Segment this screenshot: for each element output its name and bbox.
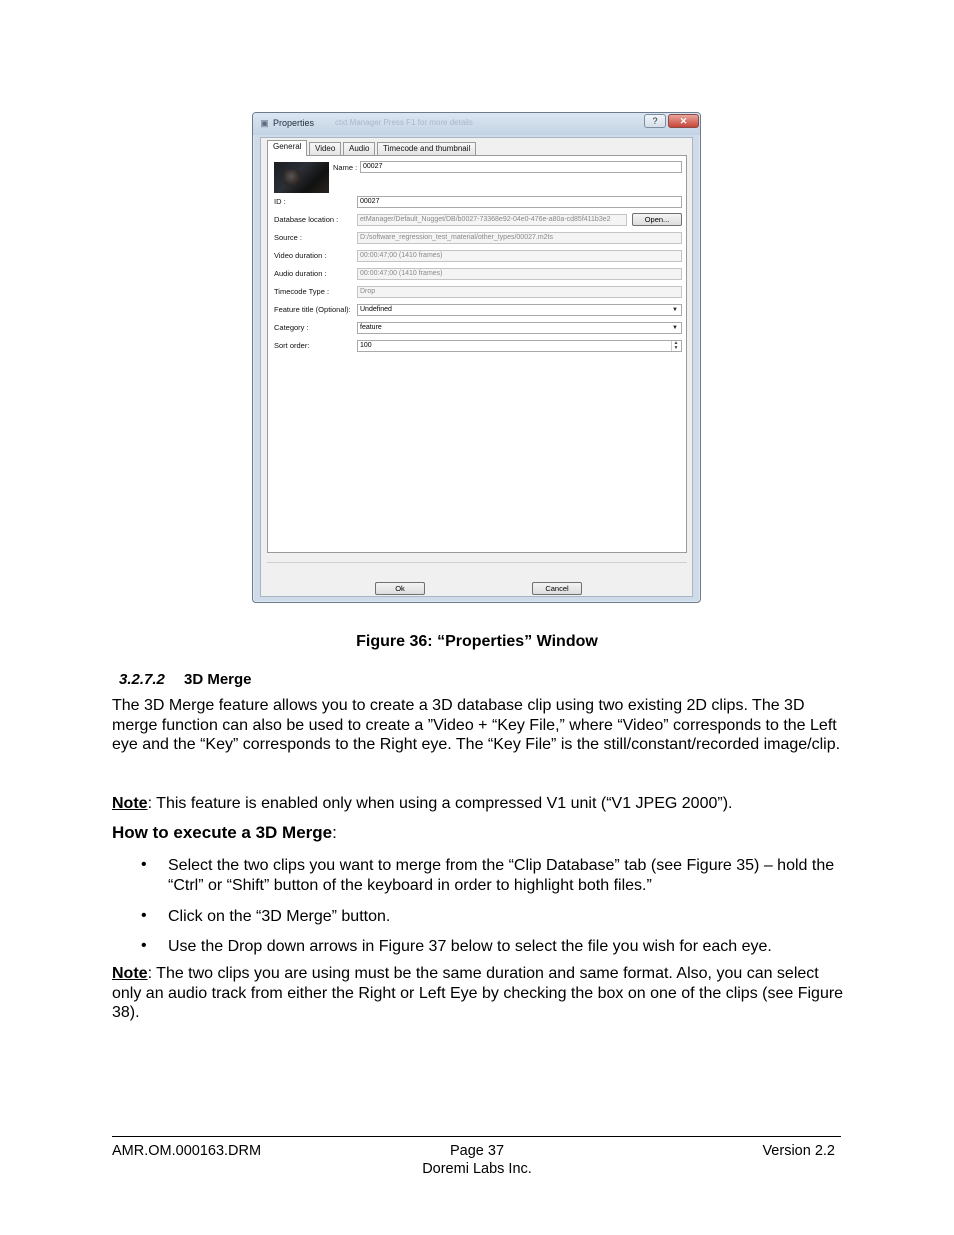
category-dropdown[interactable] bbox=[357, 322, 682, 334]
chevron-down-icon: ▼ bbox=[672, 325, 678, 331]
timecode-type-label: Timecode Type : bbox=[274, 287, 330, 296]
source-label: Source : bbox=[274, 233, 302, 242]
sort-order-spinbox[interactable] bbox=[357, 340, 682, 352]
general-panel bbox=[267, 155, 687, 553]
video-duration-field: 00:00:47;00 (1410 frames) bbox=[357, 250, 682, 262]
timecode-type-field: Drop bbox=[357, 286, 682, 298]
feature-title-value: Undefined bbox=[360, 306, 392, 313]
ok-button[interactable]: Ok bbox=[375, 582, 425, 595]
source-field: D:/software_regression_test_material/other_types/00027.m2ts bbox=[357, 232, 682, 244]
figure-caption: Figure 36: “Properties” Window bbox=[356, 633, 598, 650]
note-paragraph-2 bbox=[112, 964, 847, 1023]
howto-label: How to execute a 3D Merge bbox=[112, 823, 333, 842]
category-value: feature bbox=[360, 324, 382, 331]
window-titlebar bbox=[253, 113, 700, 135]
video-duration-label: Video duration : bbox=[274, 251, 327, 260]
section-title: 3D Merge bbox=[184, 671, 252, 688]
chevron-down-icon: ▼ bbox=[672, 307, 678, 313]
id-label: ID : bbox=[274, 197, 286, 206]
bullet-item: Use the Drop down arrows in Figure 37 below to select the file you wish for each eye. bbox=[168, 938, 772, 955]
section-number: 3.2.7.2 bbox=[119, 671, 165, 688]
footer-company: Doremi Labs Inc. bbox=[422, 1161, 532, 1177]
howto-heading bbox=[112, 823, 337, 843]
open-button[interactable]: Open... bbox=[632, 213, 682, 226]
id-field[interactable]: 00027 bbox=[357, 196, 682, 208]
feature-title-label: Feature title (Optional): bbox=[274, 305, 351, 314]
footer-version: Version 2.2 bbox=[762, 1143, 835, 1159]
note-label: Note bbox=[112, 965, 148, 982]
sort-order-label: Sort order: bbox=[274, 341, 310, 350]
help-button[interactable]: ? bbox=[644, 114, 666, 128]
note-text: : The two clips you are using must be the same duration and same format. Also, you can select only an audio track from either the Right or Left Eye by checking the box on one of the clips (see Figure 38). bbox=[112, 965, 844, 1022]
note-paragraph-1 bbox=[112, 794, 847, 814]
footer-page-number: Page 37 bbox=[449, 1143, 505, 1159]
bullet-icon: • bbox=[141, 907, 147, 924]
tab-audio[interactable]: Audio bbox=[343, 142, 375, 155]
database-location-label: Database location : bbox=[274, 215, 339, 224]
window-client bbox=[260, 137, 693, 597]
tab-general[interactable]: General bbox=[267, 140, 307, 156]
database-location-field: etManager/Default_Nugget/DB/b0027-73368e92-04e0-476e-a80a-cd85f411b3e2 bbox=[357, 214, 627, 226]
bullet-item: Click on the “3D Merge” button. bbox=[168, 908, 391, 925]
intro-paragraph: The 3D Merge feature allows you to create a 3D database clip using two existing 2D clips. The 3D merge function can also be used to create a ”Video + “Key File,” where “Video” corresponds to the Left eye and the “Key” corresponds to the Right eye. The “Key File” is the still/constant/recorded image/clip. bbox=[112, 697, 841, 754]
properties-window-screenshot bbox=[252, 112, 701, 603]
bullet-icon: • bbox=[141, 937, 147, 954]
bullet-icon: • bbox=[141, 856, 147, 873]
note-label: Note bbox=[112, 795, 148, 812]
footer-rule bbox=[112, 1136, 841, 1137]
dialog-separator bbox=[267, 562, 687, 563]
name-label: Name : bbox=[333, 163, 358, 172]
tab-video[interactable]: Video bbox=[309, 142, 341, 155]
howto-colon: : bbox=[332, 823, 337, 842]
window-title: Properties bbox=[273, 118, 315, 128]
spin-arrows-icon[interactable]: ▲ ▼ bbox=[671, 341, 680, 351]
footer-document-id: AMR.OM.000163.DRM bbox=[112, 1143, 262, 1159]
category-label: Category : bbox=[274, 323, 309, 332]
name-field[interactable]: 00027 bbox=[360, 161, 682, 173]
bullet-item: Select the two clips you want to merge from the “Clip Database” tab (see Figure 35) – hold the “Ctrl” or “Shift” button of the keyboard in order to highlight both files.” bbox=[168, 857, 835, 894]
window-title-ghost: ctxt Manager Press F1 for more details bbox=[335, 118, 473, 127]
app-icon: ▣ bbox=[260, 118, 269, 128]
cancel-button[interactable]: Cancel bbox=[532, 582, 582, 595]
close-button[interactable]: ✕ bbox=[668, 114, 699, 128]
note-text: : This feature is enabled only when using a compressed V1 unit (“V1 JPEG 2000”). bbox=[147, 795, 733, 812]
audio-duration-field: 00:00:47;00 (1410 frames) bbox=[357, 268, 682, 280]
sort-order-value: 100 bbox=[360, 342, 372, 349]
feature-title-dropdown[interactable] bbox=[357, 304, 682, 316]
clip-thumbnail bbox=[274, 162, 329, 193]
tab-timecode-thumbnail[interactable]: Timecode and thumbnail bbox=[377, 142, 476, 155]
audio-duration-label: Audio duration : bbox=[274, 269, 327, 278]
